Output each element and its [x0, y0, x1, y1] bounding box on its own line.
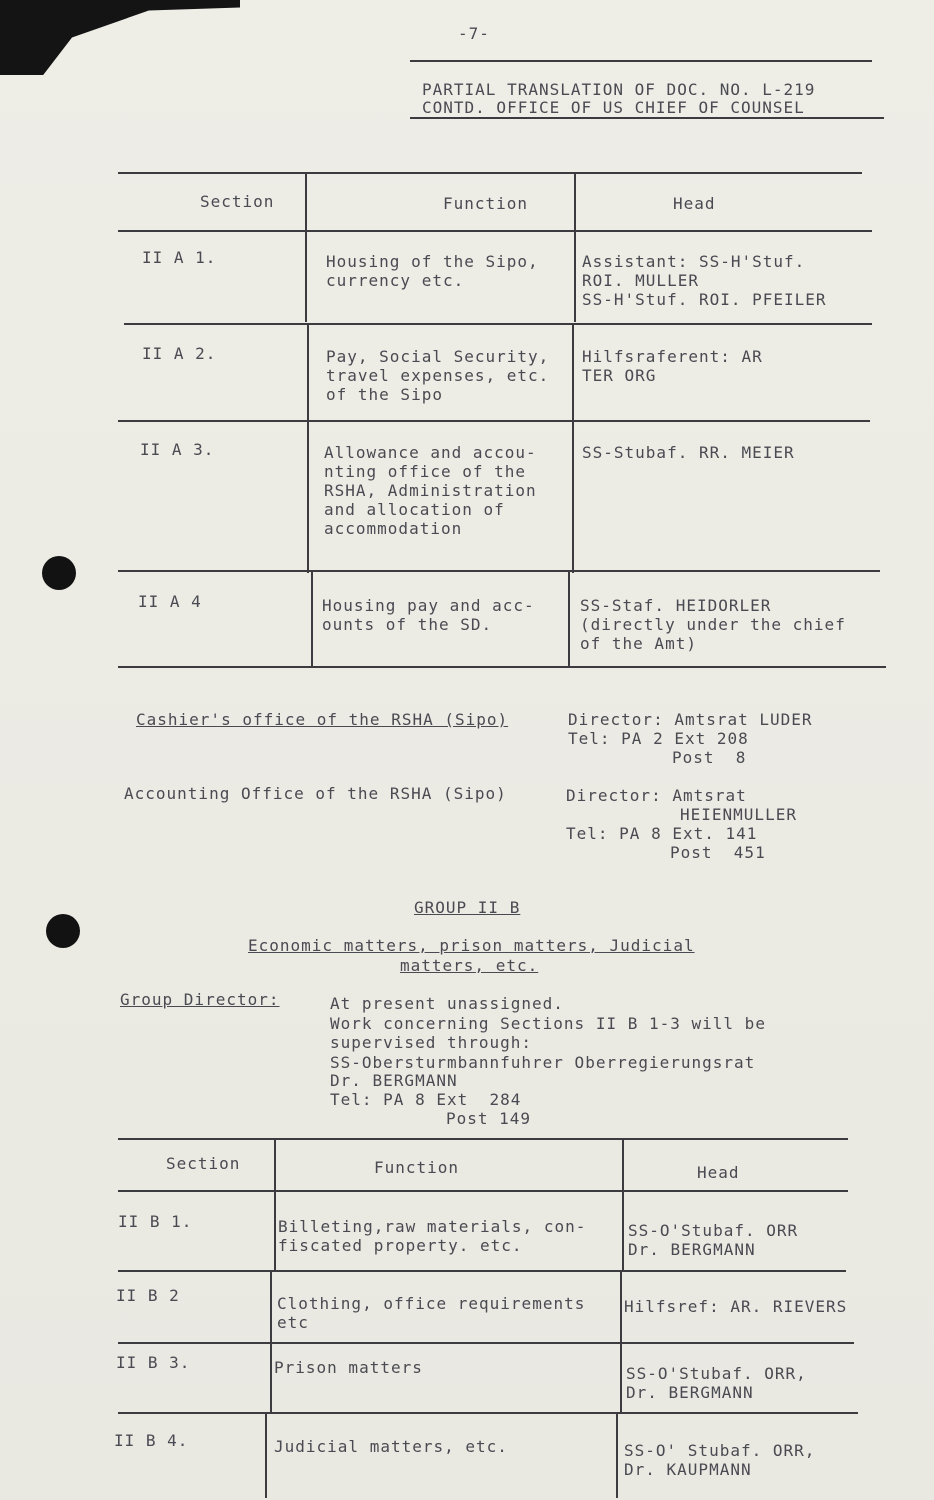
row-function: Clothing, office requirements etc [277, 1294, 586, 1332]
column-header: Head [697, 1163, 740, 1182]
row-function: Billeting,raw materials, con- fiscated property. etc. [278, 1217, 587, 1255]
group-director-line: supervised through: [330, 1033, 533, 1052]
cashier-tel: Tel: PA 2 Ext 208 [568, 729, 749, 748]
accounting-tel: Tel: PA 8 Ext. 141 [566, 824, 758, 843]
doc-title-line1: PARTIAL TRANSLATION OF DOC. NO. L-219 [422, 80, 816, 99]
column-header: Head [673, 194, 716, 213]
row-section: II B 3. [116, 1353, 191, 1372]
row-head: Assistant: SS-H'Stuf. ROI. MULLER SS-H'Stuf. ROI. PFEILER [582, 252, 827, 309]
accounting-post: Post 451 [670, 843, 766, 862]
group-subtitle-line2: matters, etc. [400, 956, 539, 975]
group-director-line: SS-Obersturmbannfuhrer Oberregierungsrat [330, 1053, 756, 1072]
row-head: Hilfsraferent: AR TER ORG [582, 347, 763, 385]
row-function: Pay, Social Security, travel expenses, etc. of the Sipo [326, 347, 550, 404]
row-function: Housing of the Sipo, currency etc. [326, 252, 539, 290]
accounting-label: Accounting Office of the RSHA (Sipo) [124, 784, 507, 803]
accounting-director-name: HEIENMULLER [680, 805, 797, 824]
row-section: II A 4 [138, 592, 202, 611]
row-head: SS-Stubaf. RR. MEIER [582, 443, 795, 462]
cashier-label: Cashier's office of the RSHA (Sipo) [136, 710, 509, 729]
row-head: SS-Staf. HEIDORLER (directly under the chief of the Amt) [580, 596, 846, 653]
group-title: GROUP II B [414, 898, 521, 917]
punch-hole [42, 556, 76, 590]
header-rule [410, 60, 872, 62]
group-director-line: At present unassigned. [330, 994, 564, 1013]
torn-corner-edge [180, 18, 220, 40]
row-function: Allowance and accou- nting office of the RSHA, Administration and allocation of accommodation [324, 443, 537, 538]
row-section: II B 1. [118, 1212, 193, 1231]
punch-hole [46, 914, 80, 948]
cashier-post: Post 8 [672, 748, 747, 767]
row-section: II A 3. [140, 440, 215, 459]
row-section: II A 1. [142, 248, 217, 267]
group-subtitle-line1: Economic matters, prison matters, Judicial [248, 936, 695, 955]
column-header: Section [166, 1154, 241, 1173]
row-section: II A 2. [142, 344, 217, 363]
group-director-line: Dr. BERGMANN [330, 1071, 458, 1090]
row-head: SS-O'Stubaf. ORR Dr. BERGMANN [628, 1221, 799, 1259]
row-function: Prison matters [274, 1358, 423, 1377]
column-header: Function [443, 194, 529, 213]
accounting-director: Director: Amtsrat [566, 786, 747, 805]
header-rule [410, 117, 884, 119]
group-director-line: Tel: PA 8 Ext 284 [330, 1090, 522, 1109]
row-section: II B 4. [114, 1431, 189, 1450]
column-header: Section [200, 192, 275, 211]
row-head: Hilfsref: AR. RIEVERS [624, 1297, 848, 1316]
row-function: Judicial matters, etc. [274, 1437, 508, 1456]
group-director-line: Post 149 [446, 1109, 532, 1128]
column-header: Function [374, 1158, 460, 1177]
row-head: SS-O'Stubaf. ORR, Dr. BERGMANN [626, 1364, 807, 1402]
row-section: II B 2 [116, 1286, 180, 1305]
doc-title-line2: CONTD. OFFICE OF US CHIEF OF COUNSEL [422, 98, 805, 117]
row-function: Housing pay and acc- ounts of the SD. [322, 596, 535, 634]
page-number: -7- [458, 24, 490, 43]
row-head: SS-O' Stubaf. ORR, Dr. KAUPMANN [624, 1441, 816, 1479]
cashier-director: Director: Amtsrat LUDER [568, 710, 813, 729]
group-director-line: Work concerning Sections II B 1-3 will be [330, 1014, 766, 1033]
torn-corner [0, 0, 240, 75]
group-director-label: Group Director: [120, 990, 280, 1009]
